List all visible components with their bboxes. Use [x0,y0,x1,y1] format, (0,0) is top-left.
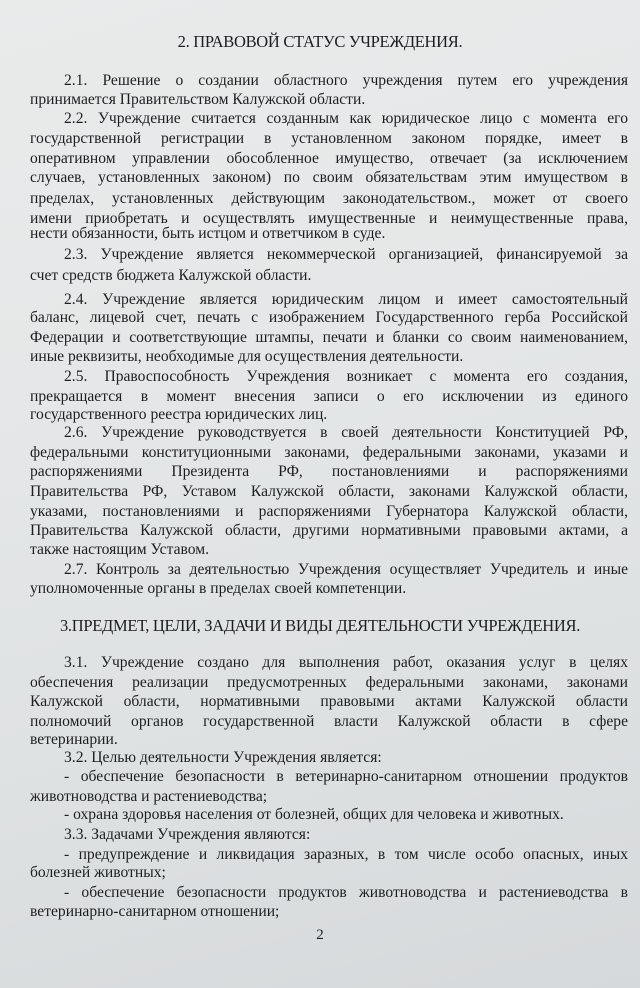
text-line: ветеринарии. [30,731,118,748]
section-2-heading: 2. ПРАВОВОЙ СТАТУС УЧРЕЖДЕНИЯ. [177,32,463,51]
text-line: 2.3. Учреждение является некоммерческой организацией, финансируемой за [64,246,628,263]
text-line: 2.1. Решение о создании областного учреждения путем его учреждения [64,72,628,89]
text-line: ветеринарно-санитарном отношении; [30,903,280,920]
text-line: баланс, лицевой счет, печать с изображением Государственного герба Российской [30,309,628,326]
text-line: нести обязанности, быть истцом и ответчиком в суде. [30,225,386,242]
text-line: 2.6. Учреждение руководствуется в своей деятельности Конституцией РФ, [64,424,628,441]
text-line: иные реквизиты, необходимые для осуществления деятельности. [30,348,464,365]
text-line: 2.4. Учреждение является юридическим лицом и имеет самостоятельный [64,291,628,308]
text-line: обеспечения реализации предусмотренных федеральными законами, законами [30,674,628,691]
text-line: случаев, установленных законом) по своим обязательствам этим имуществом в [30,169,628,186]
text-line: государственной регистрации в установленном законом порядке, имеет в [30,130,628,147]
text-line: прекращается в момент внесения записи о его исключении из единого [30,388,628,405]
text-line: 2.7. Контроль за деятельностью Учреждения осуществляет Учредитель и иные [64,561,628,578]
text-line: - обеспечение безопасности продуктов животноводства и растениеводства в [64,884,628,901]
text-line: также настоящим Уставом. [30,541,210,558]
text-line: 2.2. Учреждение считается созданным как юридическое лицо с момента его [64,110,628,127]
text-line: 3.2. Целью деятельности Учреждения является: [64,749,382,766]
text-line: 3.3. Задачами Учреждения являются: [64,826,311,843]
text-line: пределах, установленных действующим законодательством., может от своего [30,190,628,207]
text-line: Федерации и соответствующие штампы, печати и бланки со своим наименованием, [30,329,628,346]
text-line: Правительства Калужской области, другими нормативными правовыми актами, а [30,522,628,539]
text-line: полномочий органов государственной власти Калужской области в сфере [30,713,628,730]
text-line: - предупреждение и ликвидация заразных, в том числе особо опасных, иных [64,846,628,863]
text-line: государственного реестра юридических лиц. [30,406,328,423]
text-line: счет средств бюджета Калужской области. [30,267,312,284]
text-line: оперативном управлении обособленное имущество, отвечает (за исключением [30,150,628,167]
text-line: федеральными конституционными законами, федеральными законами, указами и [30,444,628,461]
text-line: 3.1. Учреждение создано для выполнения работ, оказания услуг в целях [64,654,628,671]
page-number: 2 [316,927,324,943]
text-line: - охрана здоровья населения от болезней, общих для человека и животных. [64,806,564,823]
section-3-heading: 3.ПРЕДМЕТ, ЦЕЛИ, ЗАДАЧИ И ВИДЫ ДЕЯТЕЛЬНОСТИ УЧРЕЖДЕНИЯ. [59,616,581,635]
text-line: 2.5. Правоспособность Учреждения возникает с момента его создания, [64,368,628,385]
text-line: принимается Правительством Калужской области. [30,91,366,108]
text-line: - обеспечение безопасности в ветеринарно-санитарном отношении продуктов [64,768,628,785]
text-line: болезней животных; [30,864,166,881]
text-line: Правительства РФ, Уставом Калужской области, законами Калужской области, [30,483,628,500]
text-line: Калужской области, нормативными правовыми актами Калужской области [30,693,628,710]
text-line: указами, постановлениями и распоряжениями Губернатора Калужской области, [30,503,628,520]
text-line: распоряжениями Президента РФ, постановлениями и распоряжениями [30,463,628,480]
text-line: животноводства и растениеводства; [30,788,268,805]
text-line: имени приобретать и осуществлять имущественные и неимущественные права, [30,210,628,227]
text-line: уполномоченные органы в пределах своей компетенции. [30,580,407,597]
